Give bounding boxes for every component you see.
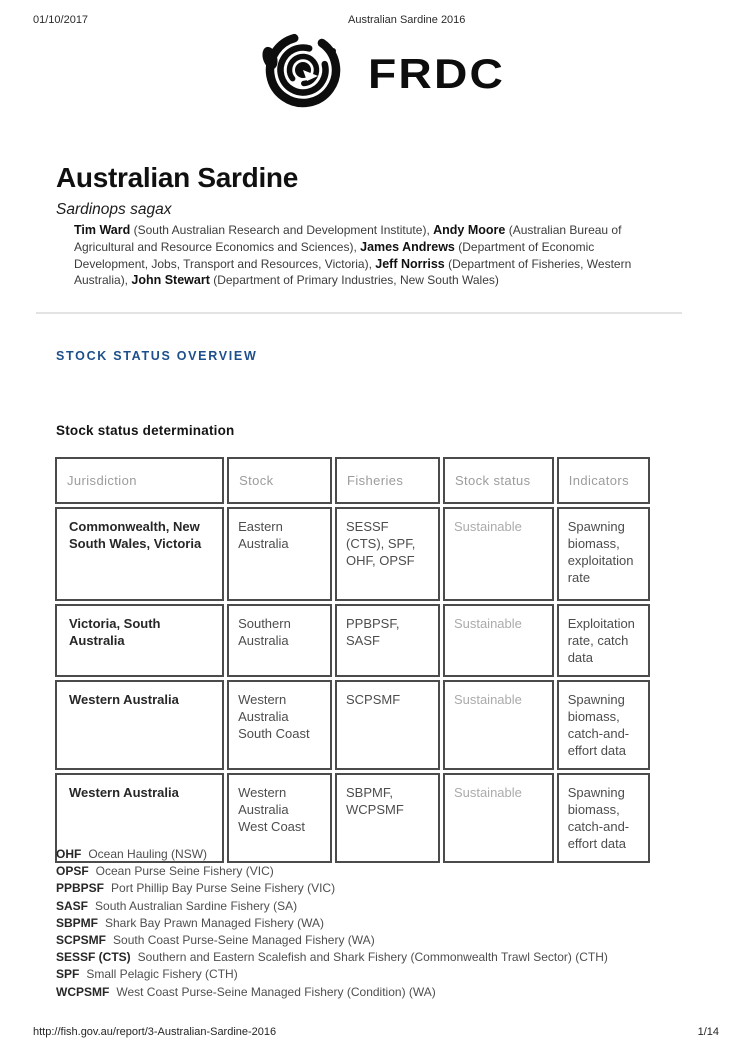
author-name: Jeff Norriss [375, 256, 445, 271]
abbreviation-term: SBPMF [56, 915, 98, 930]
abbreviation-item [56, 846, 696, 863]
abbreviation-definition: Shark Bay Prawn Managed Fishery (WA) [105, 915, 324, 930]
abbreviation-definition: Southern and Eastern Scalefish and Shark Fishery (Commonwealth Trawl Sector) (CTH) [137, 950, 608, 965]
author-affiliation: (Australian Bureau of Agricultural and Resource Economics and Sciences), [74, 223, 622, 254]
author-name: Tim Ward [74, 223, 131, 237]
cell-stock-status: Sustainable [443, 507, 554, 601]
section-heading-stock-status-overview: STOCK STATUS OVERVIEW [56, 349, 258, 363]
stock-status-table [52, 454, 653, 866]
cell-jurisdiction: Western Australia [55, 773, 224, 863]
table-row [55, 604, 650, 677]
column-header-stock-status: Stock status [443, 457, 554, 504]
table-header-row [55, 457, 650, 504]
abbreviation-definition: Small Pelagic Fishery (CTH) [86, 967, 238, 982]
cell-jurisdiction: Western Australia [55, 680, 224, 770]
cell-stock-status: Sustainable [443, 680, 554, 770]
abbreviation-item [56, 863, 696, 880]
abbreviation-term: OHF [56, 847, 82, 861]
cell-jurisdiction: Victoria, South Australia [55, 604, 224, 677]
abbreviation-definition: Ocean Purse Seine Fishery (VIC) [95, 864, 274, 879]
abbreviation-definition: Port Phillip Bay Purse Seine Fishery (VIC) [111, 881, 336, 896]
author-list [74, 222, 642, 289]
table-row [55, 507, 650, 601]
cell-stock: Western Australia West Coast [227, 773, 332, 863]
abbreviation-definition: South Coast Purse-Seine Managed Fishery (WA) [113, 933, 375, 948]
frdc-logo [0, 30, 750, 108]
page-title: Australian Sardine [56, 162, 299, 193]
author-affiliation: (South Australian Research and Development Institute), [133, 223, 430, 237]
species-name: Sardinops sagax [56, 201, 172, 218]
frdc-wordmark: FRDC [368, 50, 506, 97]
abbreviation-term: SCPSMF [56, 933, 107, 948]
cell-jurisdiction: Commonwealth, New South Wales, Victoria [55, 507, 224, 601]
abbreviation-item [56, 880, 696, 897]
cell-fisheries: PPBPSF, SASF [335, 604, 440, 677]
abbreviation-definition: West Coast Purse-Seine Managed Fishery (Condition) (WA) [116, 984, 436, 999]
abbreviation-list [56, 846, 696, 1001]
column-header-stock: Stock [227, 457, 332, 504]
cell-fisheries: SCPSMF [335, 680, 440, 770]
section-divider [36, 312, 682, 314]
abbreviation-definition: South Australian Sardine Fishery (SA) [95, 898, 298, 913]
author-name: John Stewart [131, 273, 210, 288]
print-date: 01/10/2017 [33, 14, 89, 26]
cell-stock: Southern Australia [227, 604, 332, 677]
abbreviation-definition: Ocean Hauling (NSW) [88, 847, 208, 861]
abbreviation-item [56, 949, 696, 966]
column-header-indicators: Indicators [557, 457, 650, 504]
cell-fisheries: SBPMF, WCPSMF [335, 773, 440, 863]
cell-stock: Eastern Australia [227, 507, 332, 601]
abbreviation-item [56, 898, 696, 915]
cell-indicators: Spawning biomass, catch-and-effort data [557, 773, 650, 863]
author-name: James Andrews [360, 239, 455, 254]
footer-url: http://fish.gov.au/report/3-Australian-Sardine-2016 [33, 1026, 277, 1038]
abbreviation-item [56, 932, 696, 949]
abbreviation-term: SPF [56, 967, 80, 982]
author-affiliation: (Department of Fisheries, Western Australia), [74, 256, 632, 288]
author-affiliation: (Department of Economic Development, Jobs, Transport and Resources, Victoria), [74, 239, 595, 271]
cell-fisheries: SESSF (CTS), SPF, OHF, OPSF [335, 507, 440, 601]
cell-indicators: Spawning biomass, catch-and-effort data [557, 680, 650, 770]
footer-page-number: 1/14 [697, 1026, 719, 1038]
table-heading-stock-status-determination: Stock status determination [56, 423, 235, 438]
cell-stock: Western Australia South Coast [227, 680, 332, 770]
cell-stock-status: Sustainable [443, 604, 554, 677]
author-affiliation: (Department of Primary Industries, New South Wales) [213, 273, 499, 288]
print-doc-title: Australian Sardine 2016 [348, 14, 466, 26]
abbreviation-item [56, 966, 696, 983]
abbreviation-term: SESSF (CTS) [56, 950, 131, 965]
abbreviation-term: SASF [56, 898, 89, 913]
author-name: Andy Moore [433, 223, 506, 237]
cell-indicators: Exploitation rate, catch data [557, 604, 650, 677]
cell-indicators: Spawning biomass, exploitation rate [557, 507, 650, 601]
frdc-spiral-icon [257, 30, 352, 108]
abbreviation-term: WCPSMF [56, 984, 110, 999]
abbreviation-term: OPSF [56, 864, 89, 879]
cell-stock-status: Sustainable [443, 773, 554, 863]
abbreviation-term: PPBPSF [56, 881, 105, 896]
table-row [55, 680, 650, 770]
abbreviation-item [56, 984, 696, 1001]
column-header-fisheries: Fisheries [335, 457, 440, 504]
abbreviation-item [56, 915, 696, 932]
column-header-jurisdiction: Jurisdiction [55, 457, 224, 504]
